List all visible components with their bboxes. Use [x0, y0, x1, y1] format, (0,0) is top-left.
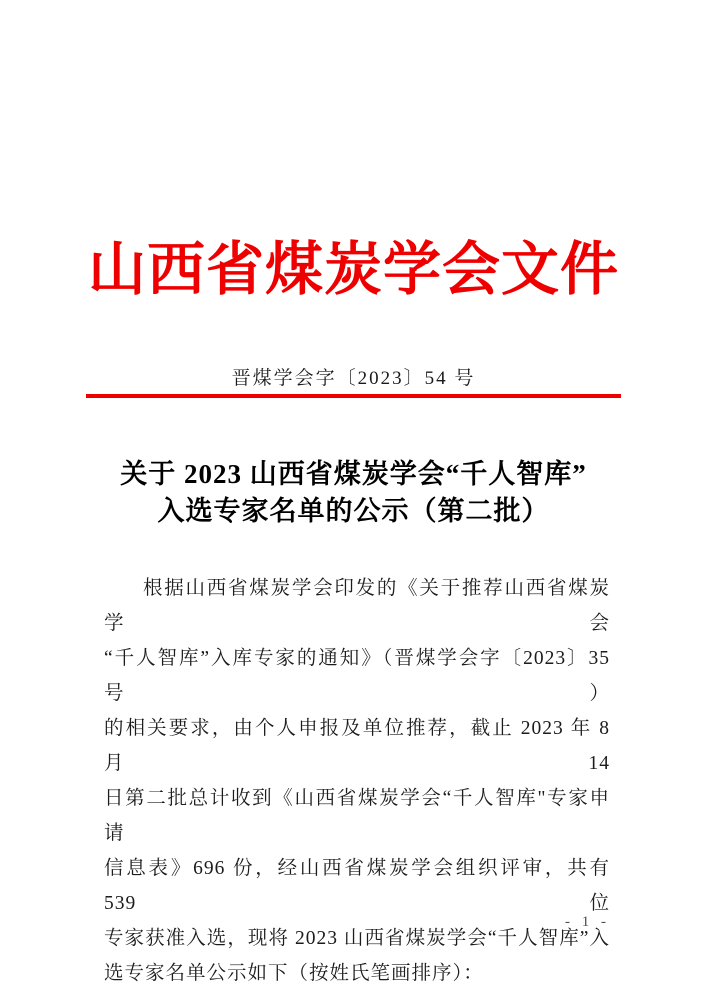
notice-title — [0, 456, 707, 530]
notice-title-line1: 关于 2023 山西省煤炭学会“千人智库” — [120, 459, 587, 489]
body-line: 日第二批总计收到《山西省煤炭学会“千人智库"专家申请 — [104, 788, 610, 844]
body-line: 的相关要求，由个人申报及单位推荐，截止 2023 年 8 月 14 — [104, 718, 610, 774]
red-divider-line — [86, 394, 621, 398]
body-line: 信息表》696 份，经山西省煤炭学会组织评审，共有 539 位 — [104, 858, 610, 914]
page-number: - 1 - — [565, 914, 610, 930]
notice-title-line2: 入选专家名单的公示（第二批） — [157, 496, 550, 526]
body-line: 根据山西省煤炭学会印发的《关于推荐山西省煤炭学会 — [104, 578, 610, 634]
body-line: “千人智库”入库专家的通知》（晋煤学会字〔2023〕35 号） — [104, 648, 610, 704]
body-line: 专家获准入选，现将 2023 山西省煤炭学会“千人智库”入 — [104, 928, 610, 949]
body-line: 选专家名单公示如下（按姓氏笔画排序）： — [104, 963, 484, 984]
document-number: 晋煤学会字〔2023〕54 号 — [231, 368, 476, 389]
document-header-title: 山西省煤炭学会文件 — [87, 237, 619, 302]
